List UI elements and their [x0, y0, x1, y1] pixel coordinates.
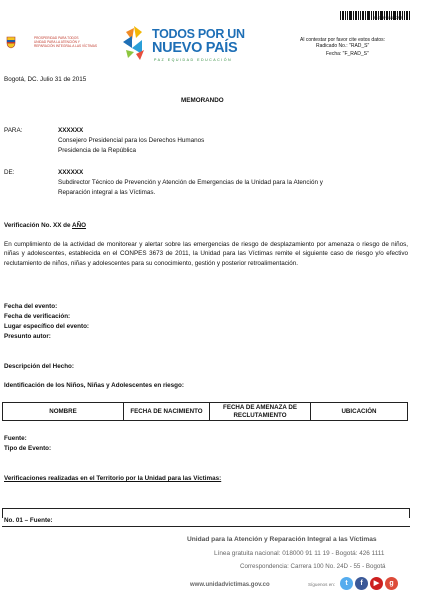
de-role-2: Reparación integral a las Víctimas. — [58, 189, 156, 196]
brand-tagline: PAZ EQUIDAD EDUCACIÓN — [154, 58, 233, 62]
memo-body-paragraph: En cumplimiento de la actividad de monitorear y alertar sobre las emergencias de riesgo de desplazamiento por amenaza o riesgo de niños, niñas y adolescentes, establecida en el CONPES 3673 de 2011, la Unidad para las Víctimas remite el siguiente caso de riesgo y/o efectivo reclutamiento de niños, niñas y adolescentes para su conocimiento, gestión y posterior retroalimentación. — [4, 241, 408, 267]
identificacion-label: Identificación de los Niños, Niñas y Adolescentes en riesgo: — [4, 382, 184, 389]
gov-line-3: REPARACIÓN INTEGRAL A LAS VÍCTIMAS — [34, 44, 98, 48]
brand-line-2: NUEVO PAÍS — [152, 40, 238, 56]
barcode-icon — [340, 7, 410, 16]
para-role-2: Presidencia de la República — [58, 147, 137, 154]
verification-heading — [4, 222, 86, 230]
field-fecha-evento: Fecha del evento: — [4, 303, 58, 310]
para-role-1: Consejero Presidencial para los Derechos Humanos — [58, 137, 205, 144]
twitter-icon[interactable]: t — [340, 577, 353, 590]
field-lugar: Lugar específico del evento: — [4, 323, 90, 330]
de-label: DE: — [4, 169, 15, 176]
cite-note: Al contestar por favor cite estos datos: — [300, 37, 386, 43]
de-role-1: Subdirector Técnico de Prevención y Atención de Emergencias de la Unidad para la Atención y — [58, 179, 323, 186]
tipo-evento-label: Tipo de Evento: — [4, 445, 52, 452]
follow-us-label: Síguenos en: — [308, 582, 336, 587]
no01-fuente-label: No. 01 – Fuente: — [4, 517, 53, 524]
memo-title: MEMORANDO — [181, 97, 224, 104]
table-header-row — [3, 403, 408, 421]
row-divider — [2, 526, 410, 527]
googleplus-icon[interactable]: g — [385, 577, 398, 590]
hecho-label: Descripción del Hecho: — [4, 363, 74, 370]
coat-of-arms-icon — [6, 36, 16, 49]
para-name: XXXXXX — [58, 127, 84, 134]
fecha-field: Fecha: "F_RAD_S" — [326, 51, 369, 57]
gov-line-1: PROSPERIDAD PARA TODOS — [34, 36, 79, 40]
verificaciones-label: Verificaciones realizadas en el Territorio por la Unidad para las Víctimas: — [4, 475, 222, 482]
radicado-field: Radicado No.: "RAD_S" — [316, 43, 370, 49]
verification-year: AÑO — [72, 222, 87, 229]
verification-prefix: Verificación No. XX de — [4, 222, 73, 229]
children-table — [2, 402, 408, 421]
gov-line-2: UNIDAD PARA LA ATENCIÓN Y — [34, 40, 80, 44]
field-presunto-autor: Presunto autor: — [4, 333, 51, 340]
place-date: Bogotá, DC. Julio 31 de 2015 — [4, 76, 87, 83]
youtube-icon[interactable]: ▶ — [370, 577, 383, 590]
footer-unit-name: Unidad para la Atención y Reparación Integral a las Víctimas — [187, 536, 377, 543]
facebook-icon[interactable]: f — [355, 577, 368, 590]
nuevo-pais-logo-icon — [118, 22, 152, 62]
form-code: F-GAP-016-CAR — [374, 16, 403, 20]
footer-address: Correspondencia: Carrera 100 No. 24D - 55 - Bogotá — [240, 563, 386, 570]
col-fecha-amenaza: FECHA DE AMENAZA DE RECLUTAMIENTO — [210, 403, 311, 421]
de-name: XXXXXX — [58, 169, 84, 176]
brand-line-1: TODOS POR UN — [152, 27, 245, 41]
fuente-row-box — [2, 508, 410, 518]
col-ubicacion: UBICACIÓN — [311, 403, 408, 421]
col-nombre: NOMBRE — [3, 403, 124, 421]
field-fecha-verificacion: Fecha de verificación: — [4, 313, 71, 320]
col-fecha-nacimiento: FECHA DE NACIMIENTO — [124, 403, 210, 421]
footer-website-link[interactable]: www.unidadvictimas.gov.co — [190, 582, 270, 588]
footer-phone-line: Línea gratuita nacional: 018000 91 11 19 - Bogotá: 426 1111 — [214, 550, 385, 557]
fuente-label: Fuente: — [4, 435, 27, 442]
para-label: PARA: — [4, 127, 23, 134]
government-logo — [6, 36, 102, 50]
